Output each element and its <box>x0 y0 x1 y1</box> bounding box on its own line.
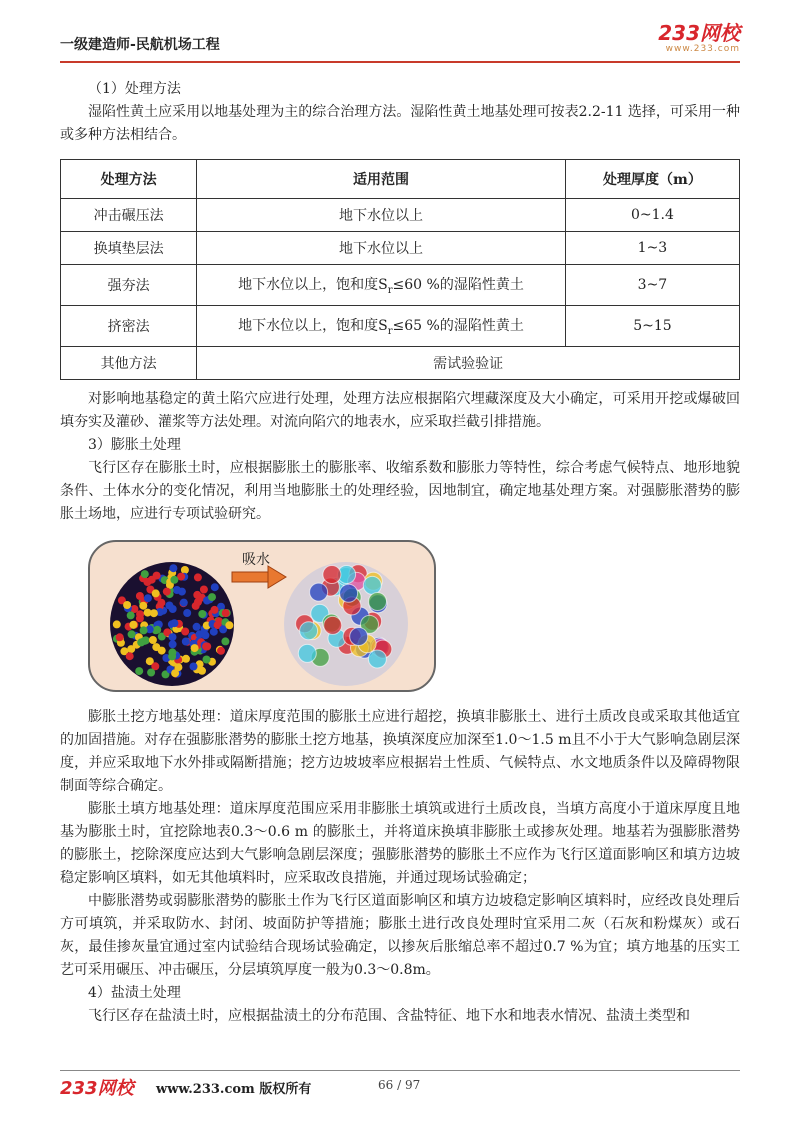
bead <box>182 638 190 646</box>
page-header <box>60 20 740 60</box>
cave-paragraph: 对影响地基稳定的黄土陷穴应进行处理，处理方法应根据陷穴埋藏深度及大小确定，可采用开挖或爆破回填夯实及灌砂、灌浆等方法处理。对流向陷穴的地表水，应采取拦截引排措施。 <box>60 391 740 430</box>
bead <box>324 616 342 634</box>
bead <box>169 564 177 572</box>
logo-url: www.233.com <box>665 44 740 54</box>
bead <box>169 633 177 641</box>
bead <box>153 572 161 580</box>
bead <box>147 669 155 677</box>
bead <box>113 620 121 628</box>
bead <box>191 644 199 652</box>
bead <box>126 652 134 660</box>
bead <box>149 636 157 644</box>
table-row <box>61 232 740 265</box>
cut-paragraph: 膨胀土挖方地基处理：道床厚度范围的膨胀土应进行超挖，换填非膨胀土、进行土质改良或采取其他适宜的加固措施。对存在强膨胀潜势的膨胀土挖方地基，换填深度应加深至1.0～1.5 m且不小于大气影响急剧层深度，并应采取地下水外排或隔断措施；挖方边坡坡率应根据岩土性质、气候特点、水文地质条件以及障碍物限制面等综合确定。 <box>60 709 740 794</box>
table-cell-thickness: 3~7 <box>565 265 739 306</box>
water-absorption-figure <box>88 540 436 692</box>
bead <box>153 626 161 634</box>
bead <box>141 570 149 578</box>
bead <box>203 656 211 664</box>
header-divider <box>60 61 740 63</box>
figure-illustration <box>90 542 434 690</box>
bead <box>202 642 210 650</box>
bead <box>198 610 206 618</box>
arrow-icon <box>232 566 286 588</box>
bead <box>183 609 191 617</box>
table-header: 处理方法 <box>61 160 197 199</box>
table-cell-thickness: 5~15 <box>565 306 739 347</box>
bead <box>368 650 386 668</box>
swollen-beads-image <box>284 562 408 686</box>
table-header: 适用范围 <box>197 160 566 199</box>
table-cell-thickness: 0~1.4 <box>565 199 739 232</box>
bead <box>127 611 135 619</box>
bead <box>144 594 152 602</box>
bead <box>340 584 358 602</box>
logo-text: 233网校 <box>658 21 740 45</box>
bead <box>194 598 202 606</box>
bead <box>168 652 176 660</box>
table-cell-thickness: 1~3 <box>565 232 739 265</box>
table-cell-method: 挤密法 <box>61 306 197 347</box>
page-number: 66 / 97 <box>378 1078 421 1092</box>
expansive-heading: 3）膨胀土处理 <box>88 437 181 453</box>
table-cell-scope: 地下水位以上，饱和度$S_r\le 65$ %的湿陷性黄土 <box>197 306 566 347</box>
bead <box>136 592 144 600</box>
bead <box>221 637 229 645</box>
table-cell-method: 其他方法 <box>61 347 197 380</box>
table-header: 处理厚度（m） <box>565 160 739 199</box>
table-cell-method: 换填垫层法 <box>61 232 197 265</box>
section-heading: （1）处理方法 <box>88 81 181 97</box>
bead <box>136 614 144 622</box>
saline-paragraph: 飞行区存在盐渍土时，应根据盐渍土的分布范围、含盐特征、地下水和地表水情况、盐渍土类型和 <box>88 1008 690 1024</box>
bead <box>116 633 124 641</box>
bead <box>170 576 178 584</box>
bead <box>140 626 148 634</box>
header-logo[interactable] <box>658 22 740 54</box>
bead <box>157 599 165 607</box>
bead <box>225 621 233 629</box>
intro-paragraph: 湿陷性黄土应采用以地基处理为主的综合治理方法。湿陷性黄土地基处理可按表2.2-11 选择，可采用一种或多种方法相结合。 <box>60 104 740 143</box>
table-row <box>61 199 740 232</box>
bead <box>181 628 189 636</box>
bead <box>178 588 186 596</box>
treatment-table <box>60 159 740 380</box>
bead <box>144 609 152 617</box>
bead <box>137 638 145 646</box>
footer-logo[interactable]: 233网校 <box>60 1078 134 1099</box>
bead <box>158 647 166 655</box>
bead <box>300 622 318 640</box>
bead <box>123 601 131 609</box>
bead <box>323 566 341 584</box>
table-row <box>61 306 740 347</box>
bead <box>350 628 368 646</box>
bead <box>169 640 177 648</box>
bead <box>139 602 147 610</box>
table-row <box>61 347 740 380</box>
table-row <box>61 265 740 306</box>
table-cell-method: 冲击碾压法 <box>61 199 197 232</box>
arrow-label: 吸水 <box>242 552 270 568</box>
page-footer <box>60 1074 740 1098</box>
medium-paragraph: 中膨胀潜势或弱膨胀潜势的膨胀土作为飞行区道面影响区和填方边坡稳定影响区填料时，应经改良处理后方可填筑，并采取防水、封闭、坡面防护等措施；膨胀土进行改良处理时宜采用二灰（石灰和粉煤灰）或石灰，最佳掺灰量宜通过室内试验结合现场试验确定，以掺灰后胀缩总率不超过0.7 %为宜；填方地基的压实工艺可采用碾压、冲击碾压，分层填筑厚度一般为0.3～0.8m。 <box>60 893 740 978</box>
table-cell-method: 强夯法 <box>61 265 197 306</box>
expansive-paragraph: 飞行区存在膨胀土时，应根据膨胀土的膨胀率、收缩系数和膨胀力等特性，综合考虑气候特点、地形地貌条件、土体水分的变化情况，利用当地膨胀土的处理经验，因地制宜，确定地基处理方案。对强膨胀潜势的膨胀土场地，应进行专项试验研究。 <box>60 460 740 522</box>
bead <box>363 576 381 594</box>
bead <box>193 591 201 599</box>
bead <box>169 605 177 613</box>
bead <box>196 630 204 638</box>
table-cell-scope: 地下水位以上 <box>197 199 566 232</box>
footer-divider <box>60 1070 740 1071</box>
table-cell-scope: 需试验验证 <box>197 347 740 380</box>
bead <box>170 619 178 627</box>
bead <box>369 593 387 611</box>
bead <box>128 630 136 638</box>
bead <box>298 644 316 662</box>
bead <box>310 583 328 601</box>
bead <box>174 663 182 671</box>
table-cell-scope: 地下水位以上，饱和度$S_r\le 60$ %的湿陷性黄土 <box>197 265 566 306</box>
bead <box>200 586 208 594</box>
saline-heading: 4）盐渍土处理 <box>88 985 181 1001</box>
footer-copyright: www.233.com 版权所有 <box>156 1082 312 1097</box>
bead <box>190 663 198 671</box>
bead <box>129 621 137 629</box>
bead <box>222 609 230 617</box>
bead <box>143 578 151 586</box>
bead <box>208 593 216 601</box>
bead <box>211 583 219 591</box>
table-header-row <box>61 160 740 199</box>
bead <box>211 606 219 614</box>
bead <box>152 589 160 597</box>
bead <box>193 623 201 631</box>
bead <box>217 647 225 655</box>
bead <box>194 573 202 581</box>
main-content <box>60 78 740 1028</box>
bead <box>180 599 188 607</box>
fill-paragraph: 膨胀土填方地基处理：道床厚度范围应采用非膨胀土填筑或进行土质改良，当填方高度小于道床厚度且地基为膨胀土时，宜挖除地表0.3～0.6 m 的膨胀土，并将道床换填非膨胀土或掺灰处理。地基若为强膨胀潜势的膨胀土，挖除深度应达到大气影响急剧层深度；强膨胀潜势的膨胀土不应作为飞行区道面影响区和填方边坡稳定影响区填料，如无其他填料时，应采取改良措施，并通过现场试验确定； <box>60 801 740 886</box>
table-cell-scope: 地下水位以上 <box>197 232 566 265</box>
header-title: 一级建造师-民航机场工程 <box>60 37 220 53</box>
dry-beads-image <box>110 562 234 686</box>
bead <box>135 667 143 675</box>
bead <box>163 588 171 596</box>
